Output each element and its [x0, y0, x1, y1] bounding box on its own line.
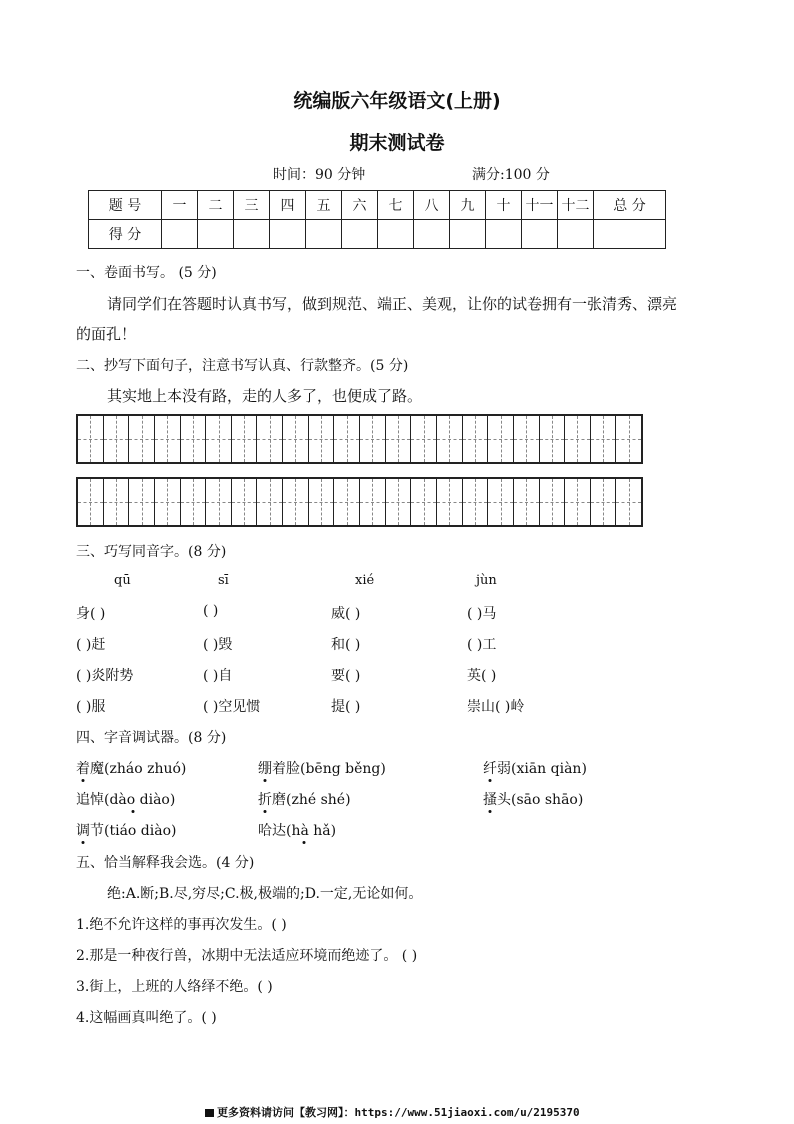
section-1-heading: 一、卷面书写。 (5 分) [76, 265, 217, 281]
exam-time: 时间：90 分钟 [273, 167, 366, 183]
score-table-score-row [89, 220, 666, 249]
score-input-cell[interactable] [270, 220, 306, 249]
homophone-blank[interactable]: 威( ) [331, 606, 361, 622]
score-input-cell[interactable] [378, 220, 414, 249]
section-3-heading: 三、巧写同音字。(8 分) [76, 544, 227, 560]
score-input-cell[interactable] [162, 220, 198, 249]
score-header-cell: 十一 [522, 191, 558, 220]
question-1[interactable]: 1.绝不允许这样的事再次发生。( ) [76, 917, 287, 933]
document-subtitle: 期末测试卷 [349, 132, 445, 154]
score-input-cell[interactable] [342, 220, 378, 249]
exam-full-score: 满分:100 分 [472, 167, 550, 183]
section-1-text-line1: 请同学们在答题时认真书写，做到规范、端正、美观，让你的试卷拥有一张清秀、漂亮 [107, 295, 678, 313]
homophone-blank[interactable]: ( )服 [76, 699, 106, 715]
pinyin-si: sī [218, 573, 229, 588]
pinyin-qu: qū [114, 573, 131, 588]
pinyin-jun: jùn [476, 573, 497, 588]
section-1-text-line2: 的面孔！ [76, 325, 137, 343]
score-header-cell: 四 [270, 191, 306, 220]
homophone-blank[interactable]: ( )马 [467, 606, 497, 622]
pronunciation-item[interactable]: 绷着脸(bēng běng) [258, 761, 386, 777]
score-header-cell: 六 [342, 191, 378, 220]
pronunciation-item[interactable]: 调节(tiáo diào) [76, 823, 177, 839]
writing-grid-row-1[interactable] [76, 414, 643, 464]
score-input-cell[interactable] [198, 220, 234, 249]
homophone-blank[interactable]: 英( ) [467, 668, 497, 684]
section-4-heading: 四、字音调试器。(8 分) [76, 730, 227, 746]
question-4[interactable]: 4.这幅画真叫绝了。( ) [76, 1010, 217, 1026]
homophone-blank[interactable]: ( )赶 [76, 637, 106, 653]
homophone-blank[interactable]: 提( ) [331, 699, 361, 715]
section-2-heading: 二、抄写下面句子，注意书写认真、行款整齐。(5 分) [76, 358, 409, 374]
score-input-cell[interactable] [306, 220, 342, 249]
score-header-cell: 九 [450, 191, 486, 220]
homophone-blank[interactable]: 和( ) [331, 637, 361, 653]
score-header-cell: 总 分 [594, 191, 666, 220]
score-header-cell: 十 [486, 191, 522, 220]
document-title: 统编版六年级语文(上册) [293, 90, 501, 112]
score-table [88, 190, 666, 249]
score-header-cell: 二 [198, 191, 234, 220]
question-2[interactable]: 2.那是一种夜行兽，冰期中无法适应环境而绝迹了。 ( ) [76, 948, 418, 964]
score-input-cell[interactable] [594, 220, 666, 249]
pronunciation-item[interactable]: 哈达(hà hǎ) [258, 823, 337, 839]
footer-link[interactable]: 更多资料请访问【教习网】：https://www.51jiaoxi.com/u/2195370 [205, 1104, 580, 1120]
homophone-blank[interactable]: 要( ) [331, 668, 361, 684]
flag-icon [205, 1109, 214, 1117]
score-header-cell: 题 号 [89, 191, 162, 220]
homophone-blank[interactable]: ( )自 [203, 668, 233, 684]
score-input-cell[interactable] [486, 220, 522, 249]
score-input-cell[interactable] [414, 220, 450, 249]
writing-grid-row-2[interactable] [76, 477, 643, 527]
pronunciation-item[interactable]: 搔头(sāo shāo) [483, 792, 584, 808]
score-input-cell[interactable] [234, 220, 270, 249]
score-header-cell: 五 [306, 191, 342, 220]
score-header-cell: 十二 [558, 191, 594, 220]
score-input-cell[interactable] [522, 220, 558, 249]
homophone-blank[interactable]: ( )炎附势 [76, 668, 134, 684]
pronunciation-item[interactable]: 纤弱(xiān qiàn) [483, 761, 587, 777]
homophone-blank[interactable]: ( )毁 [203, 637, 233, 653]
section-2-sentence: 其实地上本没有路，走的人多了，也便成了路。 [107, 387, 423, 405]
homophone-blank[interactable]: ( )工 [467, 637, 497, 653]
homophone-blank[interactable]: 身( ) [76, 606, 106, 622]
pinyin-xie: xié [355, 573, 375, 588]
homophone-blank[interactable]: ( ) [203, 603, 219, 619]
homophone-blank[interactable]: 崇山( )岭 [467, 699, 525, 715]
pronunciation-item[interactable]: 追悼(dào diào) [76, 792, 176, 808]
pronunciation-item[interactable]: 着魔(zháo zhuó) [76, 761, 187, 777]
score-header-cell: 一 [162, 191, 198, 220]
score-input-cell[interactable] [450, 220, 486, 249]
pronunciation-item[interactable]: 折磨(zhé shé) [258, 792, 351, 808]
score-header-cell: 三 [234, 191, 270, 220]
score-header-cell: 八 [414, 191, 450, 220]
homophone-blank[interactable]: ( )空见惯 [203, 699, 261, 715]
score-row-label: 得 分 [89, 220, 162, 249]
score-table-header-row [89, 191, 666, 220]
score-header-cell: 七 [378, 191, 414, 220]
score-input-cell[interactable] [558, 220, 594, 249]
section-5-heading: 五、恰当解释我会选。(4 分) [76, 855, 255, 871]
question-3[interactable]: 3.街上，上班的人络绎不绝。( ) [76, 979, 273, 995]
section-5-options: 绝:A.断;B.尽,穷尽;C.极,极端的;D.一定,无论如何。 [107, 886, 423, 902]
